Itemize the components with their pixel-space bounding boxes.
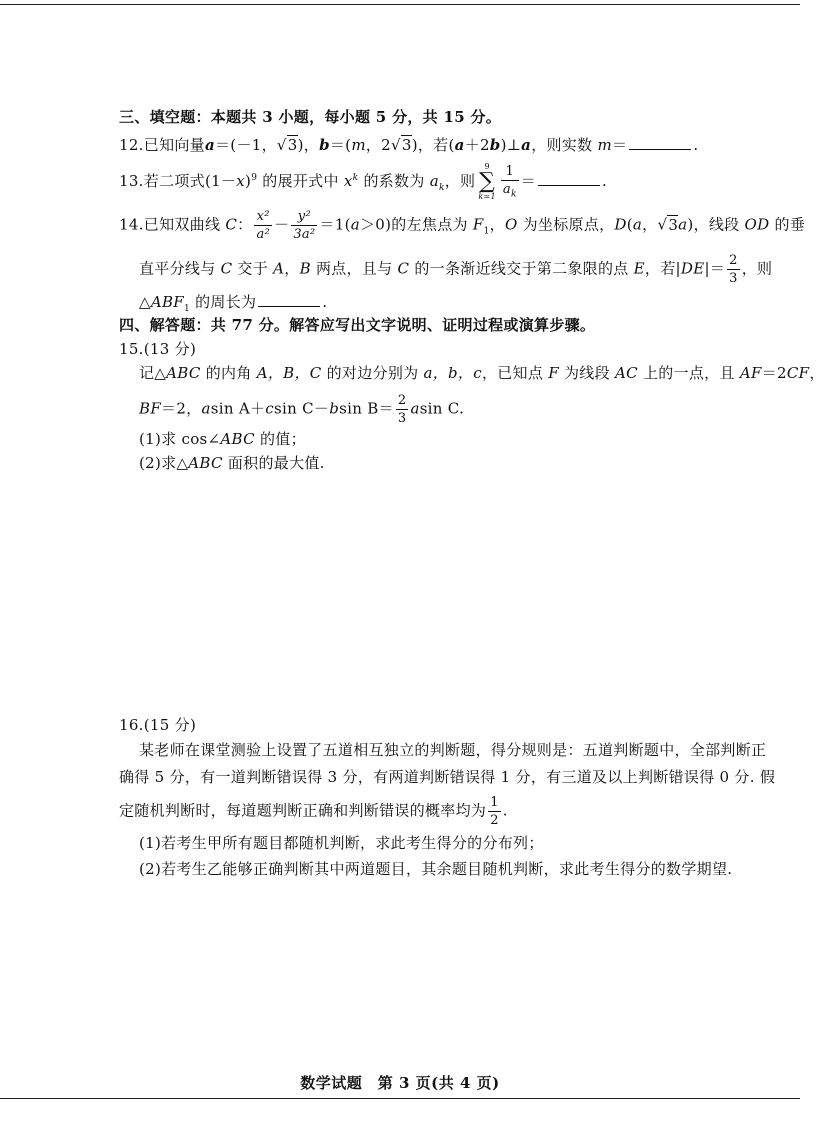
q14-ABF-sub: 1 [184,304,191,314]
q15-b: b [329,399,340,418]
question-16-line3 [119,796,508,827]
q15-abc-list: a，b，c [423,364,482,382]
q13-a1: a [429,172,439,190]
section3-heading: 三、填空题：本题共 3 小题，每小题 5 分，共 15 分。 [119,108,502,126]
q14-A: A [273,259,285,278]
q15-l2-sinA: sin A＋ [210,399,266,418]
q12-number: 12. [119,136,144,154]
question-12: 12.已知向量a＝(－1，√3)，b＝(m，2√3)，若(a＋2b)⊥a，则实数 m＝ . [119,136,699,154]
q12-vec-a3: a [521,136,532,154]
q15-l2-a: ＝2， [161,399,202,418]
q14-C2: C [220,259,233,278]
q14-minus: － [274,215,290,234]
q14-B: B [299,259,311,278]
q14-ABF: ABF [150,293,185,311]
q15-score: (13 分) [143,340,197,358]
q14-colon: ： [237,215,253,234]
q12-vec-b2: b [489,136,501,154]
q15-ABC3: ABC [188,454,223,472]
q14-D-close: )，线段 [687,215,745,234]
q13-fraction [501,165,519,200]
q14-line2-c: 的一条渐近线交于第二象限的点 [409,259,634,278]
q14-D-open: ( [626,215,633,234]
q12-vec-a2: a [454,136,465,154]
q13-sum-symbol: ∑ [479,169,496,194]
q16-frac-half [488,796,501,827]
page-footer: 数学试题 第 3 页(共 4 页) [300,1074,500,1092]
q12-pre: 已知向量 [143,136,205,154]
q12-eq2: ＝( [329,136,352,154]
question-13 [119,163,607,201]
q15-l1-b: 的内角 [200,364,257,382]
q14-F: F [472,215,484,234]
q13-pow9: ) [245,172,252,190]
q13-answer-blank[interactable] [538,173,600,186]
q14-line2-end: ，则 [741,259,773,278]
q13-eq: ＝ [520,172,537,190]
q15-l1-a: 记△ [139,364,167,382]
q15-AF: AF [739,364,762,382]
q14-D-comma: ， [642,215,658,234]
q15-frac-num: 2 [397,393,407,408]
q12-vec-a: a [204,136,215,154]
q14-frac-x [254,210,272,241]
question-16-line2: 确得 5 分，有一道判断错误得 3 分，有两道判断错误得 1 分，有三道及以上判断错误得 0 分. 假 [119,768,776,786]
q15-sub1-a: (1)求 cos∠ [139,430,221,448]
q14-answer-blank[interactable] [258,294,320,307]
q15-l1-g: ＝2 [761,364,787,382]
q13-sum-top: 9 [484,162,490,171]
q16-frac-num: 1 [490,795,499,810]
q14-line2-e: |＝ [704,259,726,278]
q13-then: ，则 [444,172,476,190]
q14-frac-two-thirds [727,254,740,285]
q13-frac-den [501,180,519,200]
q14-F-sub: 1 [483,226,490,237]
q13-expk: k [352,173,359,183]
q14-number: 14. [119,215,144,234]
q14-frac-y [291,210,317,241]
q14-f1-num: x² [256,209,270,224]
question-14-line2 [139,254,772,285]
q15-ABC1: ABC [166,364,201,382]
q14-cond: ＝1( [319,215,351,234]
q14-C1: C [225,215,238,234]
q14-origin: 为坐标原点， [517,215,615,234]
q13-x1: x [236,172,246,190]
q15-sub2-a: (2)求△ [139,454,189,472]
q15-a2: a [410,399,420,418]
q15-frac-den: 3 [397,411,407,426]
q14-DE: DE [680,259,705,278]
q13-sum-bottom: k=1 [478,192,496,201]
q16-l3-end: . [502,801,508,820]
question-16-line1: 某老师在课堂测验上设置了五道相互独立的判断题，得分规则是：五道判断题中，全部判断正 [139,741,767,759]
q12-eq1: ＝(－1， [215,136,277,154]
q12-close2: )，若( [411,136,455,154]
q12-close1: )， [297,136,320,154]
q13-sub-k: k [438,183,445,193]
q15-l2-a-var: a [201,399,211,418]
q15-AC: AC [614,364,638,382]
q15-c: c [265,399,274,418]
q15-F: F [548,364,559,382]
q14-E: E [633,259,645,278]
q14-f2-num: y² [297,209,311,224]
q13-mid2: 的系数为 [358,172,430,190]
q15-number: 15. [119,340,144,358]
q15-sub1-b: 的值； [254,430,306,448]
q13-mid: 的展开式中 [257,172,344,190]
q12-tail: ，则实数 [531,136,593,154]
q13-number: 13. [119,172,144,190]
q15-BF: BF [139,399,162,418]
question-14-line1: 14.已知双曲线 C： $\frac{\text{x²}}{\text{a²}}$ － $\frac{\text{y²}}{\text{3a²}}$ ＝1(a＞0)的左焦点为 $F_1$，O 为坐标原点，D(a，√3a)，线段 OD 的垂 [119,209,806,242]
q15-ABC2: ABC [220,430,255,448]
q14-sqrt3: 3 [668,215,679,234]
q14-OD: OD [744,215,770,234]
q14-f1-den: a² [256,227,270,242]
q14-pre: 已知双曲线 [143,215,226,234]
q15-sub2-b: 面积的最大值. [222,454,325,472]
q14-a1: a [350,215,360,234]
q12-sqrt3-b: 3 [401,136,412,154]
q16-frac-den: 2 [490,813,499,828]
q12-m2: m [597,136,612,154]
q15-l1-f: 上的一点，且 [637,364,740,382]
q16-number: 16. [119,716,144,734]
q14-line3-tail: 的周长为 [190,293,257,311]
q13-x2: x [343,172,353,190]
q12-vec-b: b [319,136,330,154]
q15-l1-e: 为线段 [558,364,615,382]
q14-O: O [504,215,518,234]
q14-D: D [614,215,627,234]
question-15-part1 [139,428,306,450]
q15-frac-two-thirds [396,394,409,425]
q13-frac-den-sub: k [510,189,517,200]
q14-end: . [322,293,328,311]
q14-a3: a [678,215,688,234]
q13-pre: 若二项式(1－ [143,172,237,190]
section4-heading: 四、解答题：共 77 分。解答应写出文字说明、证明过程或演算步骤。 [119,316,596,334]
question-15-header [119,338,196,360]
q14-line2-comma: ， [284,259,300,278]
q14-line2-pre: 直平分线与 [139,259,221,278]
q15-l1-h: ， [809,364,825,382]
q14-frac-den: 3 [729,271,738,286]
q14-a2: a [632,215,643,234]
q16-score: (15 分) [143,716,197,734]
q14-line2-a: 交于 [232,259,274,278]
q15-l1-d: ，已知点 [481,364,549,382]
question-15-line1 [139,362,825,384]
q14-comma-O: ， [489,215,505,234]
q14-line2-d: ，若| [644,259,681,278]
q16-l3: 定随机判断时，每道题判断正确和判断错误的概率均为 [119,801,487,820]
q12-eq3: ＝ [612,136,628,154]
q13-exp9: 9 [251,173,258,183]
q13-frac-num: 1 [505,163,515,179]
q14-line2-b: 两点，且与 [310,259,398,278]
q13-end: . [602,172,608,190]
q12-perp: )⊥ [500,136,522,154]
q15-l2-sinB: sin B＝ [339,399,394,418]
q14-f2-den: 3a² [293,227,316,242]
q14-triangle: △ [139,293,151,311]
q14-frac-num: 2 [729,253,738,268]
q12-m1: m [351,136,366,154]
question-16-part2: (2)若考生乙能够正确判断其中两道题目，其余题目随机判断，求此考生得分的数学期望. [139,860,733,878]
question-15-part2 [139,452,325,474]
q15-CF: CF [786,364,810,382]
q12-end: . [693,136,699,154]
q12-sqrt3-a: 3 [287,136,298,154]
question-15-line2 [139,394,464,425]
q15-ABC-list: A，B，C [256,364,322,382]
q14-C3: C [397,259,410,278]
q12-answer-blank[interactable] [629,137,691,150]
question-16-part1: (1)若考生甲所有题目都随机判断，求此考生得分的分布列； [139,834,544,852]
q13-summation [478,163,496,201]
question-16-header [119,714,196,736]
q15-l2-sinC: sin C－ [274,399,330,418]
q15-l2-end: sin C. [419,399,465,418]
q14-cond2: ＞0)的左焦点为 [360,215,473,234]
q14-seg-end: 的垂 [769,215,806,234]
top-border-rule [0,4,800,5]
bottom-border-rule [0,1098,800,1099]
q12-comma: ，2 [365,136,391,154]
q13-frac-den-a: a [502,181,511,197]
q15-l1-c: 的对边分别为 [321,364,424,382]
q12-plus2: ＋2 [464,136,490,154]
